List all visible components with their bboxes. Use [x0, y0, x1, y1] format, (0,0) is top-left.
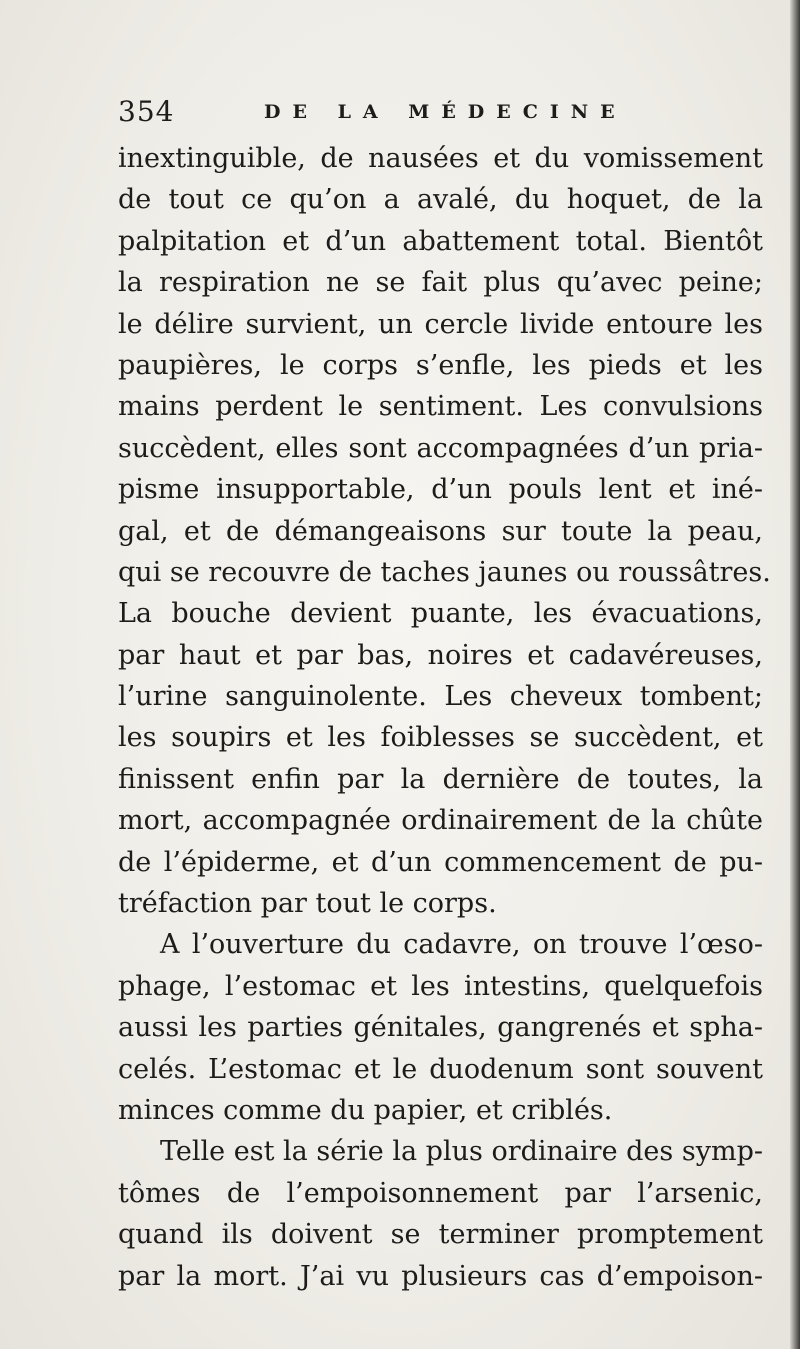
text-line: phage, l’estomac et les intestins, quelquefois [118, 970, 763, 1002]
running-head: DE LA MÉDECINE [264, 101, 627, 123]
text-line: palpitation et d’un abattement total. Bientôt [118, 225, 763, 257]
text-line: par la mort. J’ai vu plusieurs cas d’empoison- [118, 1260, 763, 1292]
text-line: les soupirs et les foiblesses se succèdent, et [118, 722, 763, 754]
text-line: celés. L’estomac et le duodenum sont souvent [118, 1053, 763, 1085]
text-line: inextinguible, de nausées et du vomissement [118, 143, 763, 174]
paragraph-start-line: Telle est la série la plus ordinaire des symp- [160, 1136, 763, 1168]
text-line: le délire survient, un cercle livide entoure les [118, 308, 763, 340]
text-line: finissent enfin par la dernière de toutes, la [118, 763, 763, 795]
text-line: gal, et de démangeaisons sur toute la peau, [118, 515, 763, 547]
body-text [118, 138, 771, 1297]
text-line: de l’épiderme, et d’un commencement de pu- [118, 846, 763, 878]
paragraph-end-line: minces comme du papier, et criblés. [118, 1094, 613, 1126]
text-line: tômes de l’empoisonnement par l’arsenic, [118, 1177, 763, 1209]
text-line: succèdent, elles sont accompagnées d’un pria- [118, 432, 763, 464]
text-line: mains perdent le sentiment. Les convulsions [118, 391, 763, 423]
text-line: aussi les parties génitales, gangrenés et spha- [118, 1012, 763, 1044]
text-line: la respiration ne se fait plus qu’avec peine; [118, 267, 763, 299]
page-edge-shadow [790, 0, 800, 1349]
text-line: l’urine sanguinolente. Les cheveux tombent; [118, 681, 763, 713]
page-number: 354 [118, 95, 175, 128]
text-line: La bouche devient puante, les évacuations, [118, 598, 763, 630]
paragraph-start-line: A l’ouverture du cadavre, on trouve l’œso- [160, 929, 763, 961]
text-line: pisme insupportable, d’un pouls lent et iné- [118, 474, 763, 506]
paragraph-end-line: tréfaction par tout le corps. [118, 888, 497, 920]
page-header [118, 95, 758, 135]
text-line: qui se recouvre de taches jaunes ou roussâtres. [118, 556, 771, 588]
text-line: quand ils doivent se terminer promptement [118, 1219, 763, 1251]
text-line: paupières, le corps s’enfle, les pieds et les [118, 349, 763, 381]
text-line: de tout ce qu’on a avalé, du hoquet, de la [118, 184, 763, 216]
text-line: par haut et par bas, noires et cadavéreuses, [118, 639, 763, 671]
text-line: mort, accompagnée ordinairement de la chûte [118, 805, 763, 837]
